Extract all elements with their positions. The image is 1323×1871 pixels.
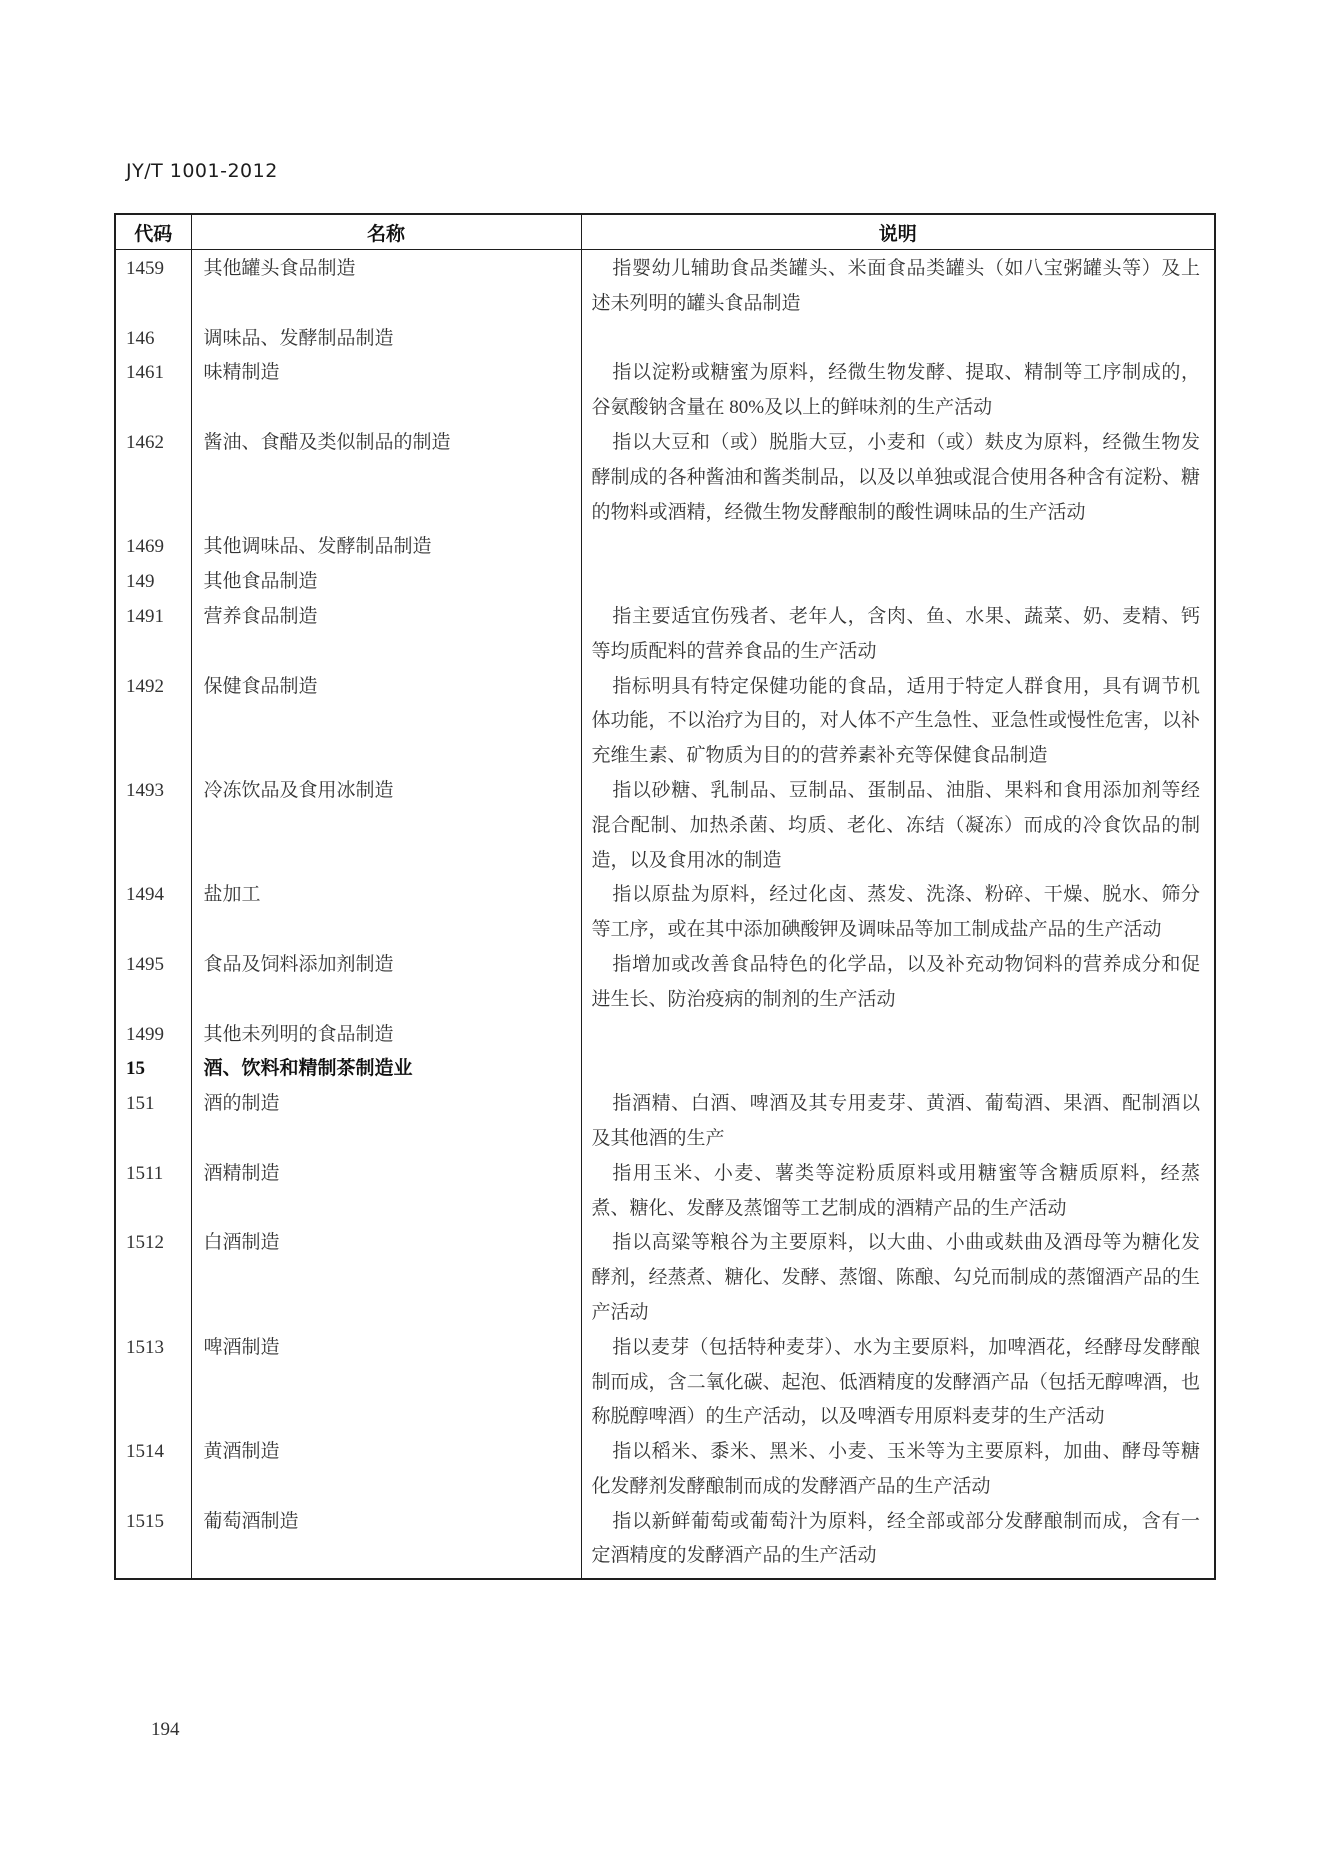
description-cell bbox=[581, 1018, 1215, 1053]
description-cell: 指以稻米、黍米、黑米、小麦、玉米等为主要原料，加曲、酵母等糖化发酵剂发酵酿制而成的发酵酒产品的生产活动 bbox=[591, 1441, 1200, 1497]
code-cell: 1515 bbox=[115, 1505, 191, 1580]
description-cell: 指以砂糖、乳制品、豆制品、蛋制品、油脂、果料和食用添加剂等经混合配制、加热杀菌、均质、老化、冻结（凝冻）而成的冷食饮品的制造，以及食用冰的制造 bbox=[591, 779, 1200, 871]
name-cell: 酒的制造 bbox=[191, 1087, 581, 1157]
description-cell: 指婴幼儿辅助食品类罐头、米面食品类罐头（如八宝粥罐头等）及上述未列明的罐头食品制造 bbox=[591, 258, 1200, 314]
name-cell: 冷冻饮品及食用冰制造 bbox=[191, 774, 581, 878]
table-row bbox=[115, 774, 1215, 878]
name-cell: 酒、饮料和精制茶制造业 bbox=[191, 1052, 581, 1087]
description-cell: 指增加或改善食品特色的化学品，以及补充动物饲料的营养成分和促进生长、防治疫病的制剂的生产活动 bbox=[591, 953, 1200, 1010]
name-cell: 其他调味品、发酵制品制造 bbox=[191, 530, 581, 565]
code-cell: 1512 bbox=[115, 1226, 191, 1330]
code-cell: 149 bbox=[115, 565, 191, 600]
table-row bbox=[115, 356, 1215, 426]
name-cell: 其他罐头食品制造 bbox=[191, 250, 581, 322]
description-cell: 指酒精、白酒、啤酒及其专用麦芽、黄酒、葡萄酒、果酒、配制酒以及其他酒的生产 bbox=[591, 1093, 1200, 1149]
code-cell: 1513 bbox=[115, 1331, 191, 1435]
table-row bbox=[115, 250, 1215, 322]
table-row bbox=[115, 530, 1215, 565]
column-header-code: 代码 bbox=[115, 214, 191, 250]
table-row bbox=[115, 670, 1215, 774]
name-cell: 保健食品制造 bbox=[191, 670, 581, 774]
table-row bbox=[115, 878, 1215, 948]
name-cell: 葡萄酒制造 bbox=[191, 1505, 581, 1580]
code-cell: 1492 bbox=[115, 670, 191, 774]
description-cell bbox=[581, 322, 1215, 357]
description-cell: 指标明具有特定保健功能的食品，适用于特定人群食用，具有调节机体功能，不以治疗为目的，对人体不产生急性、亚急性或慢性危害，以补充维生素、矿物质为目的的营养素补充等保健食品制造 bbox=[591, 675, 1200, 767]
description-cell: 指以大豆和（或）脱脂大豆，小麦和（或）麸皮为原料，经微生物发酵制成的各种酱油和酱类制品，以及以单独或混合使用各种含有淀粉、糖的物料或酒精，经微生物发酵酿制的酸性调味品的生产活动 bbox=[591, 431, 1200, 523]
code-cell: 1511 bbox=[115, 1157, 191, 1227]
table-row bbox=[115, 1226, 1215, 1330]
table-header-row bbox=[115, 214, 1215, 250]
code-cell: 1491 bbox=[115, 600, 191, 670]
name-cell: 食品及饲料添加剂制造 bbox=[191, 948, 581, 1018]
table-row bbox=[115, 322, 1215, 357]
standard-code-header: JY/T 1001-2012 bbox=[126, 160, 278, 182]
column-header-name: 名称 bbox=[191, 214, 581, 250]
code-cell: 1495 bbox=[115, 948, 191, 1018]
code-cell: 1459 bbox=[115, 250, 191, 322]
code-cell: 1514 bbox=[115, 1435, 191, 1505]
industry-code-table-container bbox=[114, 213, 1214, 1580]
description-cell: 指以原盐为原料，经过化卤、蒸发、洗涤、粉碎、干燥、脱水、筛分等工序，或在其中添加碘酸钾及调味品等加工制成盐产品的生产活动 bbox=[591, 884, 1200, 941]
name-cell: 其他未列明的食品制造 bbox=[191, 1018, 581, 1053]
description-cell: 指以高粱等粮谷为主要原料，以大曲、小曲或麸曲及酒母等为糖化发酵剂，经蒸煮、糖化、发酵、蒸馏、陈酿、勾兑而制成的蒸馏酒产品的生产活动 bbox=[591, 1232, 1200, 1323]
name-cell: 其他食品制造 bbox=[191, 565, 581, 600]
code-cell: 1494 bbox=[115, 878, 191, 948]
code-cell: 1493 bbox=[115, 774, 191, 878]
table-row bbox=[115, 1087, 1215, 1157]
table-row bbox=[115, 600, 1215, 670]
name-cell: 盐加工 bbox=[191, 878, 581, 948]
code-cell: 146 bbox=[115, 322, 191, 357]
table-row bbox=[115, 1157, 1215, 1227]
table-row bbox=[115, 1052, 1215, 1087]
code-cell: 15 bbox=[115, 1052, 191, 1087]
description-cell: 指用玉米、小麦、薯类等淀粉质原料或用糖蜜等含糖质原料，经蒸煮、糖化、发酵及蒸馏等工艺制成的酒精产品的生产活动 bbox=[591, 1162, 1200, 1219]
table-row bbox=[115, 1018, 1215, 1053]
column-header-description: 说明 bbox=[581, 214, 1215, 250]
description-cell: 指以淀粉或糖蜜为原料，经微生物发酵、提取、精制等工序制成的，谷氨酸钠含量在 80%及以上的鲜味剂的生产活动 bbox=[591, 362, 1200, 419]
name-cell: 调味品、发酵制品制造 bbox=[191, 322, 581, 357]
name-cell: 营养食品制造 bbox=[191, 600, 581, 670]
name-cell: 酒精制造 bbox=[191, 1157, 581, 1227]
description-cell bbox=[581, 565, 1215, 600]
code-cell: 1499 bbox=[115, 1018, 191, 1053]
description-cell: 指以麦芽（包括特种麦芽）、水为主要原料，加啤酒花，经酵母发酵酿制而成，含二氧化碳、起泡、低酒精度的发酵酒产品（包括无醇啤酒，也称脱醇啤酒）的生产活动，以及啤酒专用原料麦芽的生产活动 bbox=[591, 1336, 1200, 1428]
name-cell: 啤酒制造 bbox=[191, 1331, 581, 1435]
description-cell bbox=[581, 1052, 1215, 1087]
page-number: 194 bbox=[151, 1719, 180, 1740]
description-cell bbox=[581, 530, 1215, 565]
name-cell: 酱油、食醋及类似制品的制造 bbox=[191, 426, 581, 530]
code-cell: 151 bbox=[115, 1087, 191, 1157]
name-cell: 白酒制造 bbox=[191, 1226, 581, 1330]
name-cell: 味精制造 bbox=[191, 356, 581, 426]
description-cell: 指以新鲜葡萄或葡萄汁为原料，经全部或部分发酵酿制而成，含有一定酒精度的发酵酒产品的生产活动 bbox=[591, 1510, 1200, 1567]
table-row bbox=[115, 948, 1215, 1018]
code-cell: 1462 bbox=[115, 426, 191, 530]
table-row bbox=[115, 1505, 1215, 1580]
name-cell: 黄酒制造 bbox=[191, 1435, 581, 1505]
table-row bbox=[115, 565, 1215, 600]
description-cell: 指主要适宜伤残者、老年人，含肉、鱼、水果、蔬菜、奶、麦精、钙等均质配料的营养食品的生产活动 bbox=[591, 605, 1200, 662]
industry-code-table bbox=[114, 213, 1216, 1580]
table-row bbox=[115, 1435, 1215, 1505]
code-cell: 1461 bbox=[115, 356, 191, 426]
table-row bbox=[115, 1331, 1215, 1435]
table-row bbox=[115, 426, 1215, 530]
code-cell: 1469 bbox=[115, 530, 191, 565]
table-body bbox=[115, 250, 1215, 1580]
